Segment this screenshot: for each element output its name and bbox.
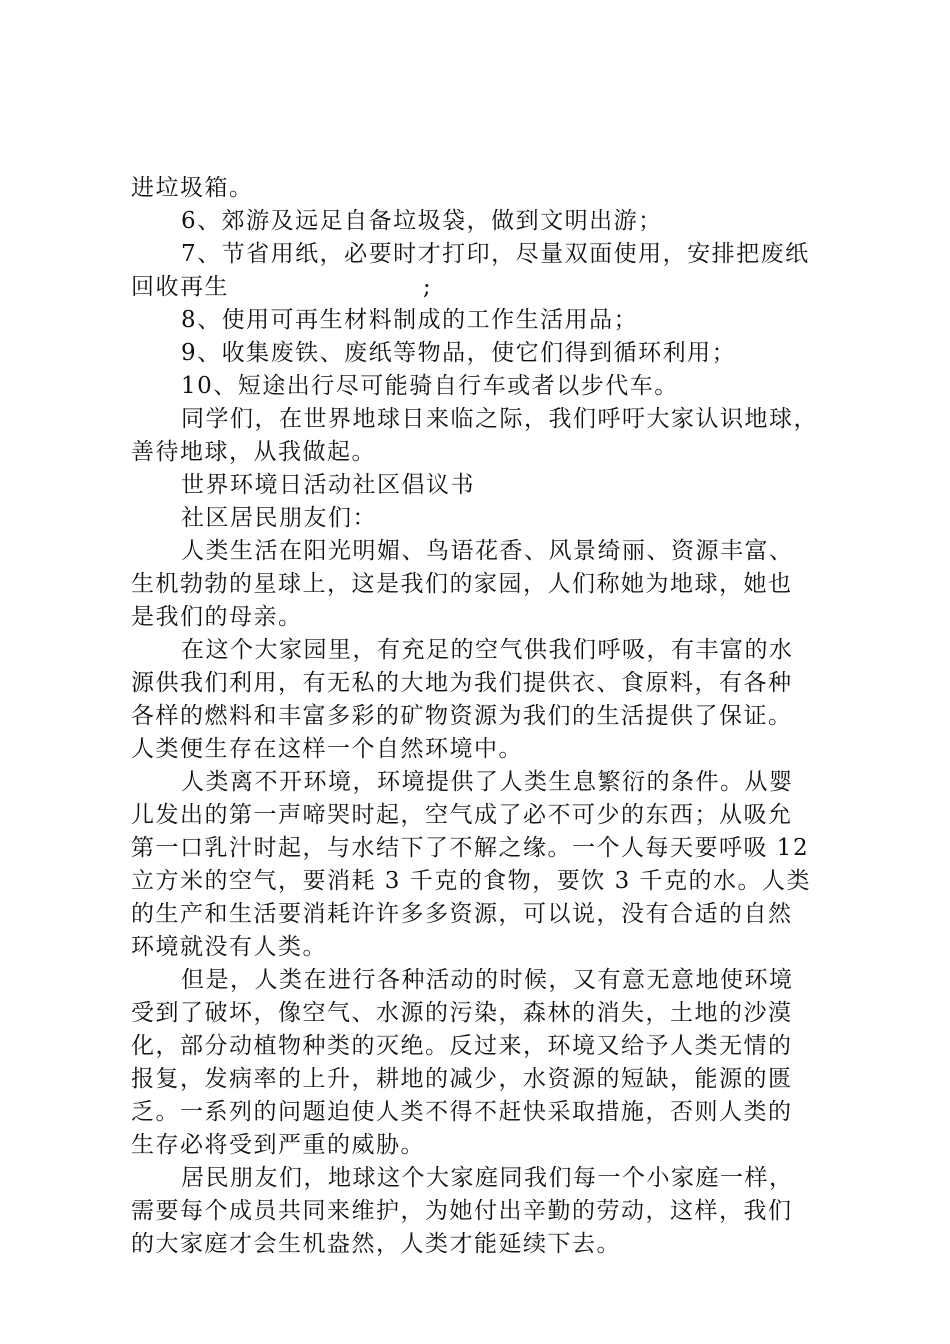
text-line: 6、郊游及远足自备垃圾袋，做到文明出游； <box>181 208 663 234</box>
text-line: 各样的燃料和丰富多彩的矿物资源为我们的生活提供了保证。 <box>131 703 793 729</box>
text-line: 同学们，在世界地球日来临之际，我们呼吁大家认识地球， <box>181 406 818 432</box>
document-body <box>131 172 831 1261</box>
text-line: 回收再生 ; <box>131 274 433 300</box>
text-line: 环境就没有人类。 <box>131 934 327 960</box>
text-line: 生机勃勃的星球上，这是我们的家园，人们称她为地球，她也 <box>131 571 793 597</box>
text-line: 立方米的空气，要消耗 3 千克的食物，要饮 3 千克的水。人类 <box>131 868 812 894</box>
text-line: 人类便生存在这样一个自然环境中。 <box>131 736 523 762</box>
text-line: 居民朋友们，地球这个大家庭同我们每一个小家庭一样， <box>181 1165 794 1191</box>
text-line: 第一口乳汁时起，与水结下了不解之缘。一个人每天要呼吸 12 <box>131 835 810 861</box>
text-line: 化，部分动植物种类的灭绝。反过来，环境又给予人类无情的 <box>131 1033 793 1059</box>
text-line: 需要每个成员共同来维护，为她付出辛勤的劳动，这样，我们 <box>131 1198 793 1224</box>
text-line: 源供我们利用，有无私的大地为我们提供衣、食原料，有各种 <box>131 670 793 696</box>
text-line: 世界环境日活动社区倡议书 <box>181 472 475 498</box>
text-line: 报复，发病率的上升，耕地的减少，水资源的短缺，能源的匮 <box>131 1066 793 1092</box>
text-line: 人类生活在阳光明媚、鸟语花香、风景绮丽、资源丰富、 <box>181 538 794 564</box>
text-line: 善待地球，从我做起。 <box>131 439 376 465</box>
text-line: 但是，人类在进行各种活动的时候，又有意无意地使环境 <box>181 967 794 993</box>
text-line: 儿发出的第一声啼哭时起，空气成了必不可少的东西；从吸允 <box>131 802 793 828</box>
text-line: 人类离不开环境，环境提供了人类生息繁衍的条件。从婴 <box>181 769 794 795</box>
text-line: 是我们的母亲。 <box>131 604 303 630</box>
text-line: 进垃圾箱。 <box>131 175 254 201</box>
text-line: 8、使用可再生材料制成的工作生活用品； <box>181 307 639 333</box>
text-line: 乏。一系列的问题迫使人类不得不赶快采取措施，否则人类的 <box>131 1099 793 1125</box>
text-line: 受到了破坏，像空气、水源的污染，森林的消失，土地的沙漠 <box>131 1000 793 1026</box>
text-line: 9、收集废铁、废纸等物品，使它们得到循环利用； <box>181 340 737 366</box>
text-line: 社区居民朋友们： <box>181 505 377 531</box>
text-line: 的生产和生活要消耗许许多多资源，可以说，没有合适的自然 <box>131 901 793 927</box>
text-line: 在这个大家园里，有充足的空气供我们呼吸，有丰富的水 <box>181 637 794 663</box>
text-line: 的大家庭才会生机盎然，人类才能延续下去。 <box>131 1231 621 1257</box>
text-line: 10、短途出行尽可能骑自行车或者以步代车。 <box>181 373 679 399</box>
text-line: 生存必将受到严重的威胁。 <box>131 1132 425 1158</box>
text-line: 7、节省用纸，必要时才打印，尽量双面使用，安排把废纸 <box>181 241 810 267</box>
